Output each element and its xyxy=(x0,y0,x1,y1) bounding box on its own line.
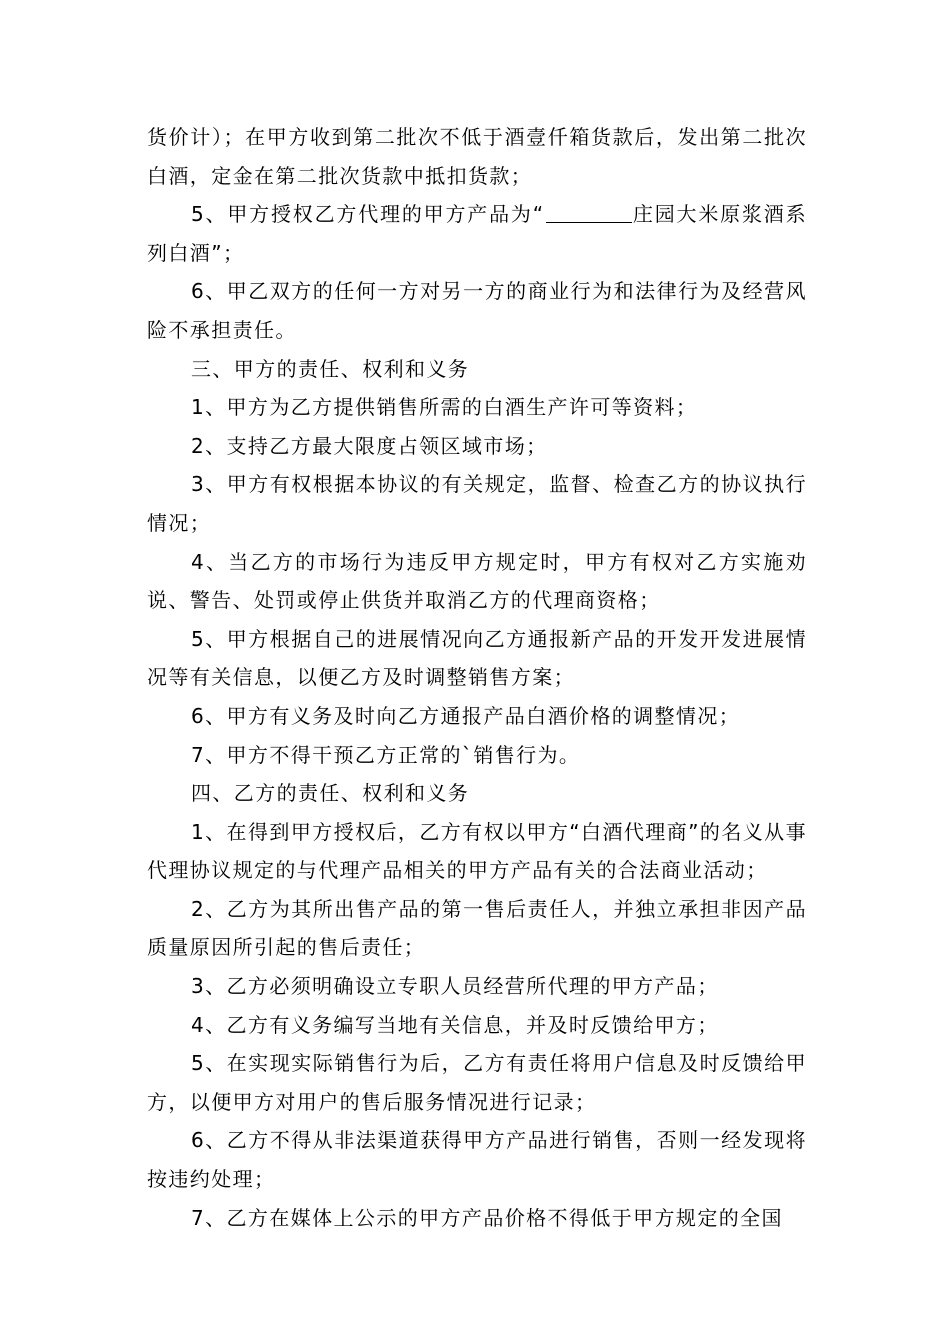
paragraph-clause: 6、甲方有义务及时向乙方通报产品白酒价格的调整情况； xyxy=(191,703,741,728)
paragraph-clause: 3、乙方必须明确设立专职人员经营所代理的甲方产品； xyxy=(191,974,719,999)
paragraph-continuation: 货价计）；在甲方收到第二批次不低于酒壹仟箱货款后，发出第二批次白酒，定金在第二批次货款中抵扣货款； xyxy=(147,125,807,188)
paragraph-authorized-product xyxy=(147,195,807,272)
paragraph-clause: 5、甲方根据自己的进展情况向乙方通报新产品的开发开发进展情况等有关信息，以便乙方及时调整销售方案； xyxy=(147,626,807,690)
paragraph-clause: 7、乙方在媒体上公示的甲方产品价格不得低于甲方规定的全国 xyxy=(191,1205,783,1230)
paragraph-clause: 4、当乙方的市场行为违反甲方规定时，甲方有权对乙方实施劝说、警告、处罚或停止供货并取消乙方的代理商资格； xyxy=(147,549,807,613)
paragraph-clause: 7、甲方不得干预乙方正常的`销售行为。 xyxy=(191,742,581,767)
paragraph-clause: 4、乙方有义务编写当地有关信息，并及时反馈给甲方； xyxy=(191,1012,719,1037)
paragraph-clause: 2、支持乙方最大限度占领区域市场； xyxy=(191,433,548,458)
paragraph-clause: 5、在实现实际销售行为后，乙方有责任将用户信息及时反馈给甲方，以便甲方对用户的售后服务情况进行记录； xyxy=(147,1051,807,1114)
section-heading-party-b: 四、乙方的责任、权利和义务 xyxy=(191,781,470,806)
paragraph-clause: 1、在得到甲方授权后，乙方有权以甲方“白酒代理商”的名义从事代理协议规定的与代理产品相关的甲方产品有关的合法商业活动； xyxy=(147,819,807,883)
paragraph-clause: 6、甲乙双方的任何一方对另一方的商业行为和法律行为及经营风险不承担责任。 xyxy=(147,279,807,342)
paragraph-clause: 1、甲方为乙方提供销售所需的白酒生产许可等资料； xyxy=(191,395,698,420)
paragraph-clause: 6、乙方不得从非法渠道获得甲方产品进行销售，否则一经发现将按违约处理； xyxy=(147,1128,807,1192)
document-body xyxy=(147,118,807,1237)
paragraph-clause: 2、乙方为其所出售产品的第一售后责任人，并独立承担非因产品质量原因所引起的售后责任； xyxy=(147,896,807,960)
paragraph-text-before-blank: 5、甲方授权乙方代理的甲方产品为“ xyxy=(191,202,545,227)
paragraph-clause: 3、甲方有权根据本协议的有关规定，监督、检查乙方的协议执行情况； xyxy=(147,472,807,535)
fill-in-blank xyxy=(546,202,632,223)
paragraph-text-after-blank: 庄园大米原浆酒系列白酒”； xyxy=(147,202,808,265)
section-heading-party-a: 三、甲方的责任、权利和义务 xyxy=(191,356,470,381)
